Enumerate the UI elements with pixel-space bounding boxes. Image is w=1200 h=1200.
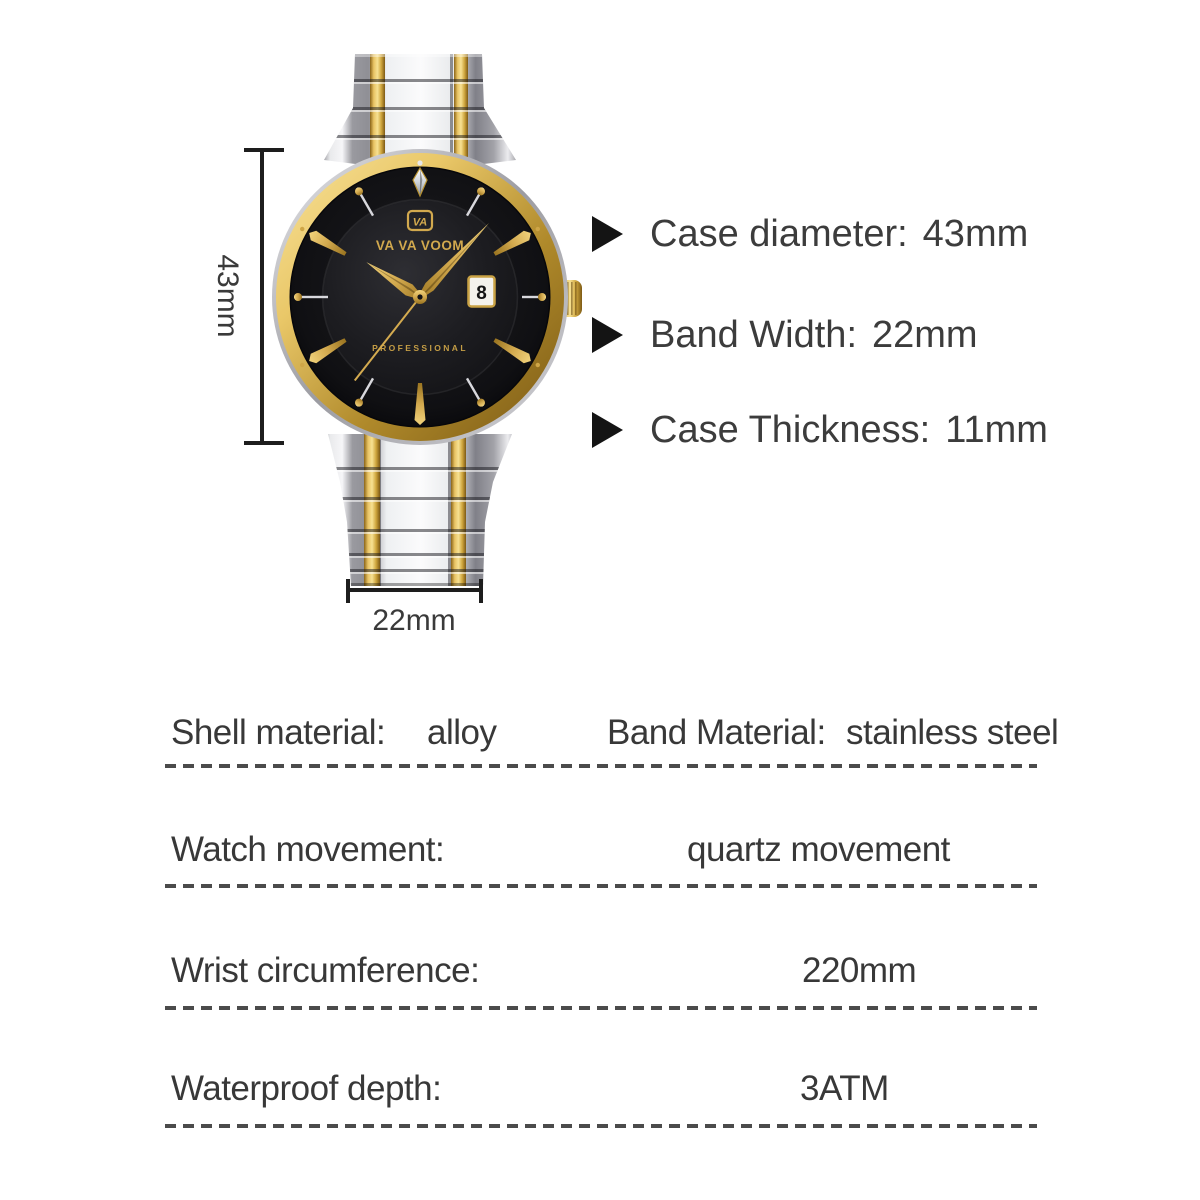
spec-row-materials (165, 707, 1059, 759)
spec-row-movement (165, 824, 1037, 876)
bullet-value: 22mm (872, 313, 978, 356)
case-diameter-dimension-label: 43mm (211, 254, 244, 338)
dimension-cap-right (479, 579, 483, 603)
dashed-divider (165, 1006, 1037, 1010)
spec-row-wrist (165, 945, 1037, 997)
bullet-label: Band Width: (650, 313, 857, 356)
dimension-line-horizontal (346, 588, 483, 592)
triangle-bullet-icon (592, 216, 623, 252)
date-window (469, 277, 495, 307)
dimension-cap-top (244, 148, 284, 152)
bracelet-bottom (320, 434, 522, 586)
spec-value: stainless steel (846, 713, 1059, 752)
dimension-line-vertical (260, 148, 264, 445)
dial-professional-text: PROFESSIONAL (372, 343, 468, 353)
spec-value: 3ATM (800, 1069, 889, 1108)
bullet-band-width (592, 310, 978, 360)
spec-label: Watch movement: (171, 830, 445, 869)
triangle-bullet-icon (592, 412, 623, 448)
bullet-case-diameter (592, 209, 1028, 259)
bullet-label: Case diameter: (650, 212, 908, 255)
brand-name: VA VA VOOM (375, 238, 465, 253)
spec-value: 220mm (802, 951, 917, 990)
bullet-case-thickness (592, 405, 1048, 455)
watch-photo (262, 40, 582, 600)
triangle-bullet-icon (592, 317, 623, 353)
date-digit: 8 (476, 283, 487, 304)
spec-value: quartz movement (687, 830, 950, 869)
dashed-divider (165, 764, 1037, 768)
dimension-cap-bottom (244, 441, 284, 445)
bullet-label: Case Thickness: (650, 408, 931, 451)
bullet-value: 43mm (922, 212, 1029, 255)
spec-value: alloy (427, 713, 497, 752)
dashed-divider (165, 1124, 1037, 1128)
spec-label: Waterproof depth: (171, 1069, 442, 1108)
band-width-dimension-label: 22mm (372, 604, 456, 637)
brand-monogram: VA (412, 216, 428, 229)
bullet-value: 11mm (945, 408, 1048, 451)
spec-label: Band Material: (607, 713, 826, 752)
spec-label: Wrist circumference: (171, 951, 480, 990)
dashed-divider (165, 884, 1037, 888)
spec-row-waterproof (165, 1063, 1037, 1115)
spec-label: Shell material: (171, 713, 386, 752)
